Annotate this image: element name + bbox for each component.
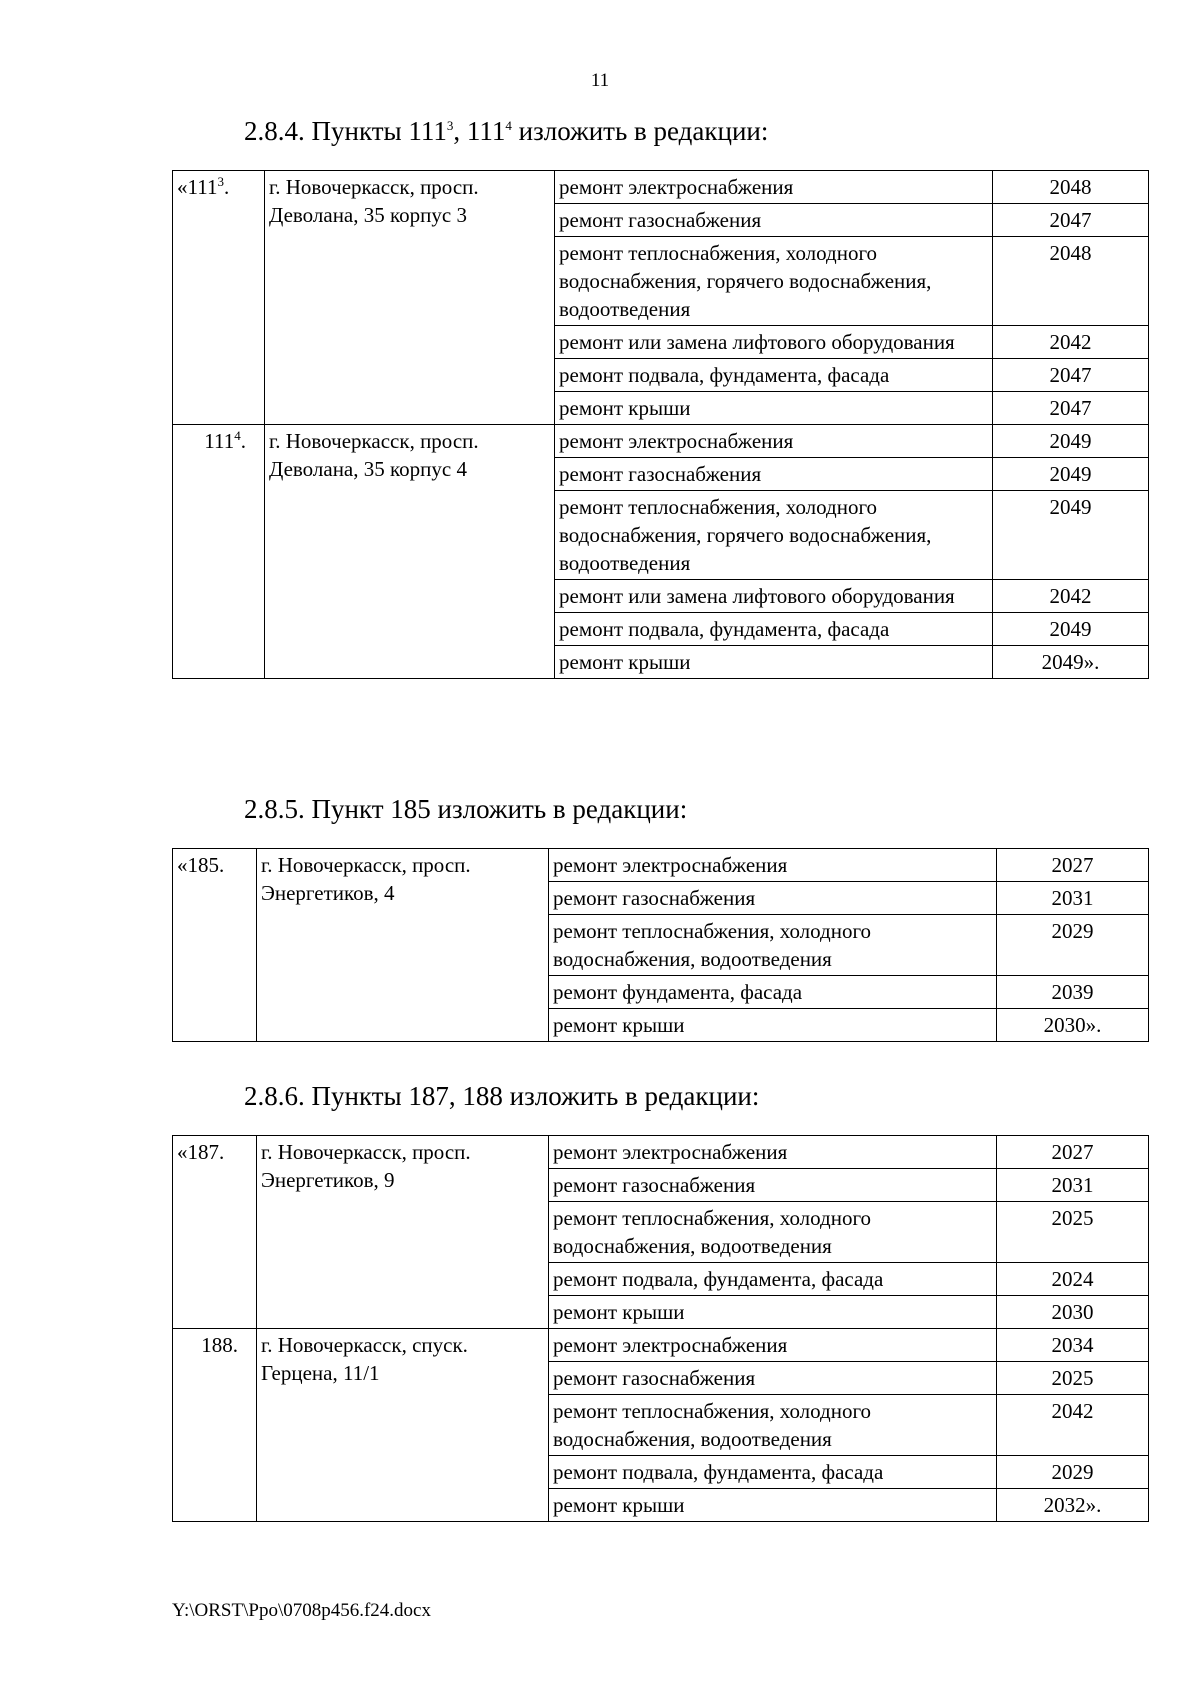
work-year: 2048 [993, 237, 1149, 326]
work-year: 2031 [997, 1169, 1149, 1202]
footer-file-path: Y:\ORST\Ppo\0708p456.f24.docx [172, 1600, 431, 1621]
work-year: 2039 [997, 976, 1149, 1009]
item-address: г. Новочеркасск, просп. Деволана, 35 корпус 4 [265, 425, 555, 679]
section-heading-2-8-5: 2.8.5. Пункт 185 изложить в редакции: [244, 794, 688, 824]
item-address: г. Новочеркасск, просп. Энергетиков, 9 [257, 1136, 549, 1329]
work-name: ремонт теплоснабжения, холодного водоснабжения, горячего водоснабжения, водоотведения [555, 491, 993, 580]
work-year: 2042 [997, 1395, 1149, 1456]
work-name: ремонт газоснабжения [549, 1169, 997, 1202]
table-row [173, 425, 1149, 458]
work-name: ремонт или замена лифтового оборудования [555, 326, 993, 359]
heading-text-post: изложить в редакции: [511, 116, 769, 146]
work-name: ремонт крыши [555, 646, 993, 679]
work-year: 2042 [993, 580, 1149, 613]
item-address: г. Новочеркасск, просп. Энергетиков, 4 [257, 849, 549, 1042]
work-year: 2030». [997, 1009, 1149, 1042]
work-year: 2049 [993, 491, 1149, 580]
item-address: г. Новочеркасск, спуск. Герцена, 11/1 [257, 1329, 549, 1522]
heading-text-pre: 2.8.4. Пункты 111 [244, 116, 447, 146]
work-name: ремонт электроснабжения [555, 425, 993, 458]
work-year: 2025 [997, 1362, 1149, 1395]
work-year: 2049 [993, 458, 1149, 491]
work-year: 2024 [997, 1263, 1149, 1296]
work-name: ремонт крыши [549, 1009, 997, 1042]
heading-sup-1: 3 [446, 118, 454, 133]
item-number: $111^4$. [173, 425, 265, 679]
work-name: ремонт теплоснабжения, холодного водоснабжения, горячего водоснабжения, водоотведения [555, 237, 993, 326]
item-number: 188. [173, 1329, 257, 1522]
heading-text-mid: , 111 [453, 116, 506, 146]
work-year: 2047 [993, 359, 1149, 392]
table-row [173, 1136, 1149, 1169]
heading-sup-2: 4 [505, 118, 512, 133]
work-name: ремонт теплоснабжения, холодного водоснабжения, водоотведения [549, 1395, 997, 1456]
work-name: ремонт газоснабжения [549, 1362, 997, 1395]
work-name: ремонт электроснабжения [549, 849, 997, 882]
table-row [173, 849, 1149, 882]
work-name: ремонт подвала, фундамента, фасада [555, 613, 993, 646]
work-year: 2034 [997, 1329, 1149, 1362]
work-name: ремонт фундамента, фасада [549, 976, 997, 1009]
work-name: ремонт электроснабжения [549, 1329, 997, 1362]
page-number: 11 [590, 70, 610, 91]
item-number: «185. [173, 849, 257, 1042]
work-year: 2042 [993, 326, 1149, 359]
work-name: ремонт крыши [549, 1296, 997, 1329]
work-name: ремонт крыши [549, 1489, 997, 1522]
table-row [173, 171, 1149, 204]
work-name: ремонт газоснабжения [549, 882, 997, 915]
work-year: 2049 [993, 425, 1149, 458]
item-number: «187. [173, 1136, 257, 1329]
work-year: 2029 [997, 1456, 1149, 1489]
table-2-8-5 [172, 848, 1149, 1042]
item-number: «$111^3$. [173, 171, 265, 425]
work-year: 2049 [993, 613, 1149, 646]
work-name: ремонт теплоснабжения, холодного водоснабжения, водоотведения [549, 1202, 997, 1263]
section-heading-2-8-6: 2.8.6. Пункты 187, 188 изложить в редакции: [244, 1081, 760, 1111]
work-name: ремонт газоснабжения [555, 204, 993, 237]
table-2-8-4 [172, 170, 1149, 679]
work-name: ремонт подвала, фундамента, фасада [549, 1456, 997, 1489]
work-name: ремонт электроснабжения [549, 1136, 997, 1169]
work-year: 2027 [997, 1136, 1149, 1169]
work-year: 2030 [997, 1296, 1149, 1329]
work-year: 2029 [997, 915, 1149, 976]
item-address: г. Новочеркасск, просп. Деволана, 35 корпус 3 [265, 171, 555, 425]
work-name: ремонт электроснабжения [555, 171, 993, 204]
work-year: 2047 [993, 204, 1149, 237]
work-name: ремонт подвала, фундамента, фасада [549, 1263, 997, 1296]
table-2-8-6 [172, 1135, 1149, 1522]
work-year: 2027 [997, 849, 1149, 882]
work-year: 2032». [997, 1489, 1149, 1522]
section-heading-2-8-4 [244, 116, 768, 147]
work-name: ремонт теплоснабжения, холодного водоснабжения, водоотведения [549, 915, 997, 976]
work-name: ремонт крыши [555, 392, 993, 425]
work-year: 2031 [997, 882, 1149, 915]
work-year: 2048 [993, 171, 1149, 204]
work-name: ремонт или замена лифтового оборудования [555, 580, 993, 613]
work-name: ремонт газоснабжения [555, 458, 993, 491]
work-name: ремонт подвала, фундамента, фасада [555, 359, 993, 392]
work-year: 2049». [993, 646, 1149, 679]
work-year: 2047 [993, 392, 1149, 425]
work-year: 2025 [997, 1202, 1149, 1263]
table-row [173, 1329, 1149, 1362]
